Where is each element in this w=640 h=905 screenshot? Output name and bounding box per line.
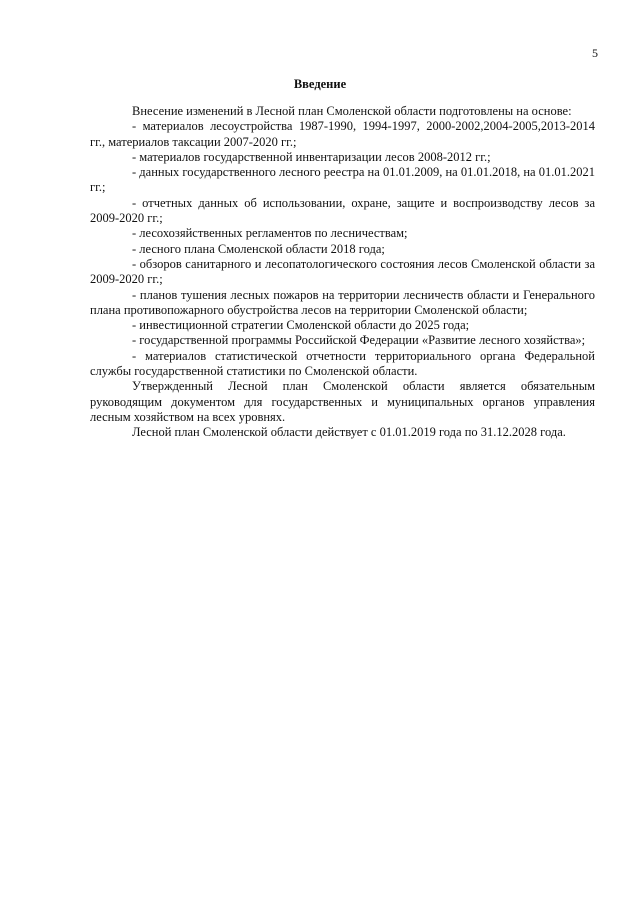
- paragraph: Лесной план Смоленской области действует с 01.01.2019 года по 31.12.2028 года.: [132, 425, 566, 440]
- body-text: [90, 104, 595, 441]
- paragraph: - инвестиционной стратегии Смоленской области до 2025 года;: [132, 318, 470, 333]
- paragraph: Утвержденный Лесной план Смоленской области является обязательным руководящим документом для государственных и муниципальных органов управления лесным хозяйством на всех уровнях.: [90, 379, 595, 424]
- paragraph: - данных государственного лесного реестра на 01.01.2009, на 01.01.2018, на 01.01.2021 гг.;: [90, 165, 595, 195]
- paragraph: - материалов государственной инвентаризации лесов 2008-2012 гг.;: [132, 149, 491, 164]
- paragraph: - материалов статистической отчетности территориального органа Федеральной службы государственной статистики по Смоленской области.: [90, 348, 595, 379]
- paragraph: - отчетных данных об использовании, охране, защите и воспроизводству лесов за 2009-2020 гг.;: [90, 195, 595, 226]
- paragraph: - лесохозяйственных регламентов по лесничествам;: [132, 226, 408, 241]
- paragraph: - планов тушения лесных пожаров на территории лесничеств области и Генерального плана противопожарного обустройства лесов на территории Смоленской области;: [90, 287, 595, 317]
- paragraph: Внесение изменений в Лесной план Смоленской области подготовлены на основе:: [132, 104, 572, 118]
- page-number: 5: [592, 46, 598, 60]
- paragraph: - государственной программы Российской Федерации «Развитие лесного хозяйства»;: [132, 333, 586, 348]
- paragraph: - материалов лесоустройства 1987-1990, 1994-1997, 2000-2002,2004-2005,2013-2014 гг., материалов таксации 2007-2020 гг.;: [90, 119, 595, 149]
- paragraph: - лесного плана Смоленской области 2018 года;: [132, 241, 385, 256]
- section-title: Введение: [293, 77, 347, 91]
- paragraph: - обзоров санитарного и лесопатологического состояния лесов Смоленской области за 2009-2020 гг.;: [90, 256, 595, 287]
